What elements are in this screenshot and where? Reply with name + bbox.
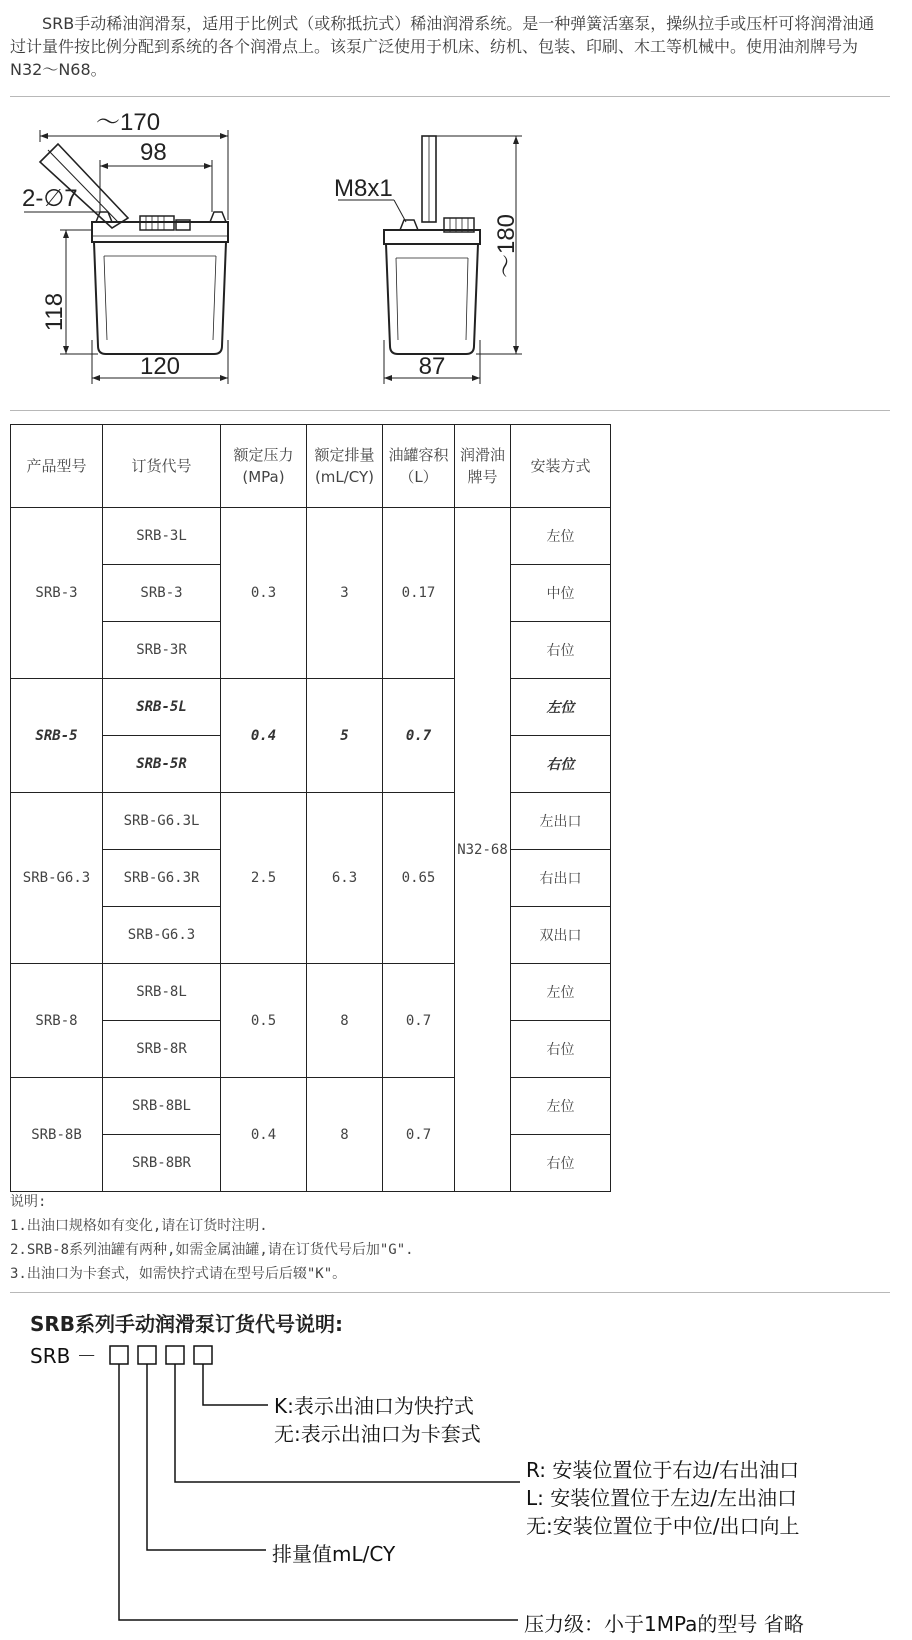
cell-volume: 0.17 xyxy=(383,508,455,679)
cell-pressure: 0.4 xyxy=(221,1078,307,1192)
header-oil-grade: 润滑油 牌号 xyxy=(455,425,511,508)
divider-drawing xyxy=(10,410,890,411)
pump-technical-drawing xyxy=(0,100,912,404)
cell-mount: 右位 xyxy=(511,1135,611,1192)
dim-98-label: 98 xyxy=(140,139,167,166)
cell-mount: 右位 xyxy=(511,1021,611,1078)
cell-displacement: 8 xyxy=(307,1078,383,1192)
cell-model: SRB-3 xyxy=(11,508,103,679)
dim-87-label: 87 xyxy=(418,353,446,380)
table-header-row xyxy=(11,425,611,508)
cell-displacement: 8 xyxy=(307,964,383,1078)
cell-mount: 右位 xyxy=(511,736,611,793)
table-row xyxy=(11,1078,611,1135)
k-ferrule-label: 无:表示出油口为卡套式 xyxy=(274,1422,481,1446)
cell-mount: 左位 xyxy=(511,679,611,736)
cell-code: SRB-3L xyxy=(103,508,221,565)
cell-displacement: 3 xyxy=(307,508,383,679)
cell-pressure: 2.5 xyxy=(221,793,307,964)
front-view xyxy=(24,130,228,384)
cell-model: SRB-G6.3 xyxy=(11,793,103,964)
cell-model: SRB-8B xyxy=(11,1078,103,1192)
dim-m8-label: M8x1 xyxy=(334,175,393,202)
cell-mount: 右位 xyxy=(511,622,611,679)
cell-mount: 中位 xyxy=(511,565,611,622)
dim-hole-label: 2-∅7 xyxy=(22,185,78,212)
cell-code: SRB-8BR xyxy=(103,1135,221,1192)
position-right-label: R: 安装位置位于右边/右出油口 xyxy=(526,1458,800,1482)
table-row xyxy=(11,793,611,850)
dim-120-label: 120 xyxy=(139,353,181,380)
notes-section xyxy=(10,1190,414,1286)
table-row xyxy=(11,679,611,736)
pressure-label: 压力级：小于1MPa的型号 省略 xyxy=(524,1612,804,1636)
header-model: 产品型号 xyxy=(11,425,103,508)
header-order-code: 订货代号 xyxy=(103,425,221,508)
cell-code: SRB-G6.3L xyxy=(103,793,221,850)
cell-pressure: 0.5 xyxy=(221,964,307,1078)
cell-code: SRB-G6.3 xyxy=(103,907,221,964)
cell-pressure: 0.3 xyxy=(221,508,307,679)
position-left-label: L: 安装位置位于左边/左出油口 xyxy=(526,1486,797,1510)
cell-mount: 左位 xyxy=(511,508,611,565)
cell-code: SRB-5R xyxy=(103,736,221,793)
k-quick-label: K:表示出油口为快拧式 xyxy=(274,1394,474,1418)
divider-top xyxy=(10,96,890,97)
cell-volume: 0.7 xyxy=(383,964,455,1078)
dim-170-label: ～170 xyxy=(96,109,161,136)
cell-code: SRB-3 xyxy=(103,565,221,622)
cell-oil-grade: N32-68 xyxy=(455,508,511,1192)
displacement-label: 排量值mL/CY xyxy=(272,1542,396,1566)
cell-code: SRB-8R xyxy=(103,1021,221,1078)
cell-volume: 0.7 xyxy=(383,1078,455,1192)
cell-pressure: 0.4 xyxy=(221,679,307,793)
note-item: 2.SRB-8系列油罐有两种,如需金属油罐,请在订货代号后加"G". xyxy=(10,1242,414,1258)
cell-code: SRB-8BL xyxy=(103,1078,221,1135)
order-code-prefix: SRB － xyxy=(30,1344,97,1368)
cell-mount: 左出口 xyxy=(511,793,611,850)
intro-paragraph: SRB手动稀油润滑泵，适用于比例式（或称抵抗式）稀油润滑系统。是一种弹簧活塞泵，操纵拉手或压杆可将润滑油通过计量件按比例分配到系统的各个润滑点上。该泵广泛使用于机床、纺机、包装、印刷、木工等机械中。使用油剂牌号为N32～N68。 xyxy=(10,14,875,79)
spec-table xyxy=(10,424,611,1192)
table-row xyxy=(11,508,611,565)
cell-model: SRB-5 xyxy=(11,679,103,793)
order-code-title: SRB系列手动润滑泵订货代号说明: xyxy=(30,1312,344,1336)
cell-volume: 0.7 xyxy=(383,679,455,793)
cell-displacement: 6.3 xyxy=(307,793,383,964)
cell-mount: 左位 xyxy=(511,964,611,1021)
divider-notes xyxy=(10,1292,890,1293)
header-pressure: 额定压力 (MPa) xyxy=(221,425,307,508)
cell-code: SRB-5L xyxy=(103,679,221,736)
note-item: 1.出油口规格如有变化,请在订货时注明. xyxy=(10,1218,268,1234)
header-volume: 油罐容积 （L） xyxy=(383,425,455,508)
table-row xyxy=(11,964,611,1021)
cell-mount: 双出口 xyxy=(511,907,611,964)
header-displacement: 额定排量 (mL/CY) xyxy=(307,425,383,508)
notes-title: 说明: xyxy=(10,1194,47,1210)
cell-code: SRB-8L xyxy=(103,964,221,1021)
header-mount: 安装方式 xyxy=(511,425,611,508)
cell-displacement: 5 xyxy=(307,679,383,793)
position-center-label: 无:安装位置位于中位/出口向上 xyxy=(526,1514,800,1538)
cell-code: SRB-G6.3R xyxy=(103,850,221,907)
cell-mount: 右出口 xyxy=(511,850,611,907)
cell-volume: 0.65 xyxy=(383,793,455,964)
cell-mount: 左位 xyxy=(511,1078,611,1135)
note-item: 3.出油口为卡套式，如需快拧式请在型号后后辍"K"。 xyxy=(10,1266,347,1282)
cell-model: SRB-8 xyxy=(11,964,103,1078)
dim-180-label: ～180 xyxy=(493,213,520,279)
cell-code: SRB-3R xyxy=(103,622,221,679)
dim-118-label: 118 xyxy=(41,292,68,332)
